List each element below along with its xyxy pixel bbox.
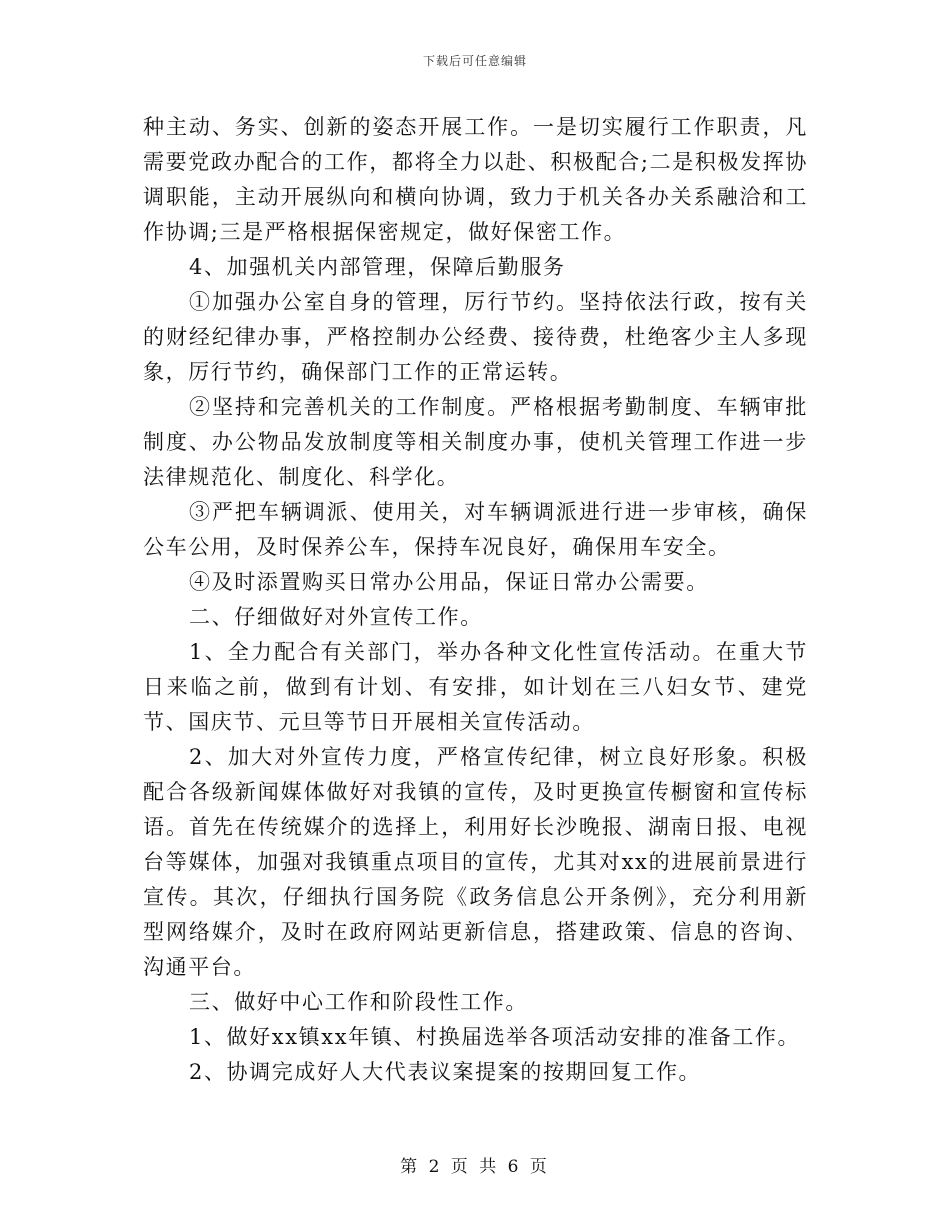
paragraph: 2、加大对外宣传力度，严格宣传纪律，树立良好形象。积极配合各级新闻媒体做好对我镇的宣传，及时更换宣传橱窗和宣传标语。首先在传统媒介的选择上，利用好长沙晚报、湖南日报、电视台等媒体，加强对我镇重点项目的宣传，尤其对xx的进展前景进行宣传。其次，仔细执行国务院《政务信息公开条例》，充分利用新型网络媒介，及时在政府网站更新信息，搭建政策、信息的咨询、沟通平台。 xyxy=(143,745,808,979)
section-heading: 4、加强机关内部管理，保障后勤服务 xyxy=(189,255,566,279)
paragraph: 种主动、务实、创新的姿态开展工作。一是切实履行工作职责，凡需要党政办配合的工作，都将全力以赴、积极配合;二是积极发挥协调职能，主动开展纵向和横向协调，致力于机关各办关系融洽和工作协调;三是严格根据保密规定，做好保密工作。 xyxy=(143,115,808,244)
header-note: 下载后可任意编辑 xyxy=(422,54,527,68)
paragraph: 1、做好xx镇xx年镇、村换届选举各项活动安排的准备工作。 xyxy=(189,1025,801,1049)
page-number: 第 2 页 共 6 页 xyxy=(400,1157,550,1177)
section-heading: 三、做好中心工作和阶段性工作。 xyxy=(189,990,528,1014)
paragraph: ④及时添置购买日常办公用品，保证日常办公需要。 xyxy=(189,570,709,594)
paragraph: 1、全力配合有关部门，举办各种文化性宣传活动。在重大节日来临之前，做到有计划、有安排，如计划在三八妇女节、建党节、国庆节、元旦等节日开展相关宣传活动。 xyxy=(143,640,808,734)
document-body xyxy=(143,110,808,1090)
paragraph: ①加强办公室自身的管理，厉行节约。坚持依法行政，按有关的财经纪律办事，严格控制办公经费、接待费，杜绝客少主人多现象，厉行节约，确保部门工作的正常运转。 xyxy=(143,290,808,384)
section-heading: 二、仔细做好对外宣传工作。 xyxy=(189,605,483,629)
paragraph: ③严把车辆调派、使用关，对车辆调派进行进一步审核，确保公车公用，及时保养公车，保持车况良好，确保用车安全。 xyxy=(143,500,808,559)
paragraph: 2、协调完成好人大代表议案提案的按期回复工作。 xyxy=(189,1060,702,1084)
paragraph: ②坚持和完善机关的工作制度。严格根据考勤制度、车辆审批制度、办公物品发放制度等相关制度办事，使机关管理工作进一步法律规范化、制度化、科学化。 xyxy=(143,395,808,489)
